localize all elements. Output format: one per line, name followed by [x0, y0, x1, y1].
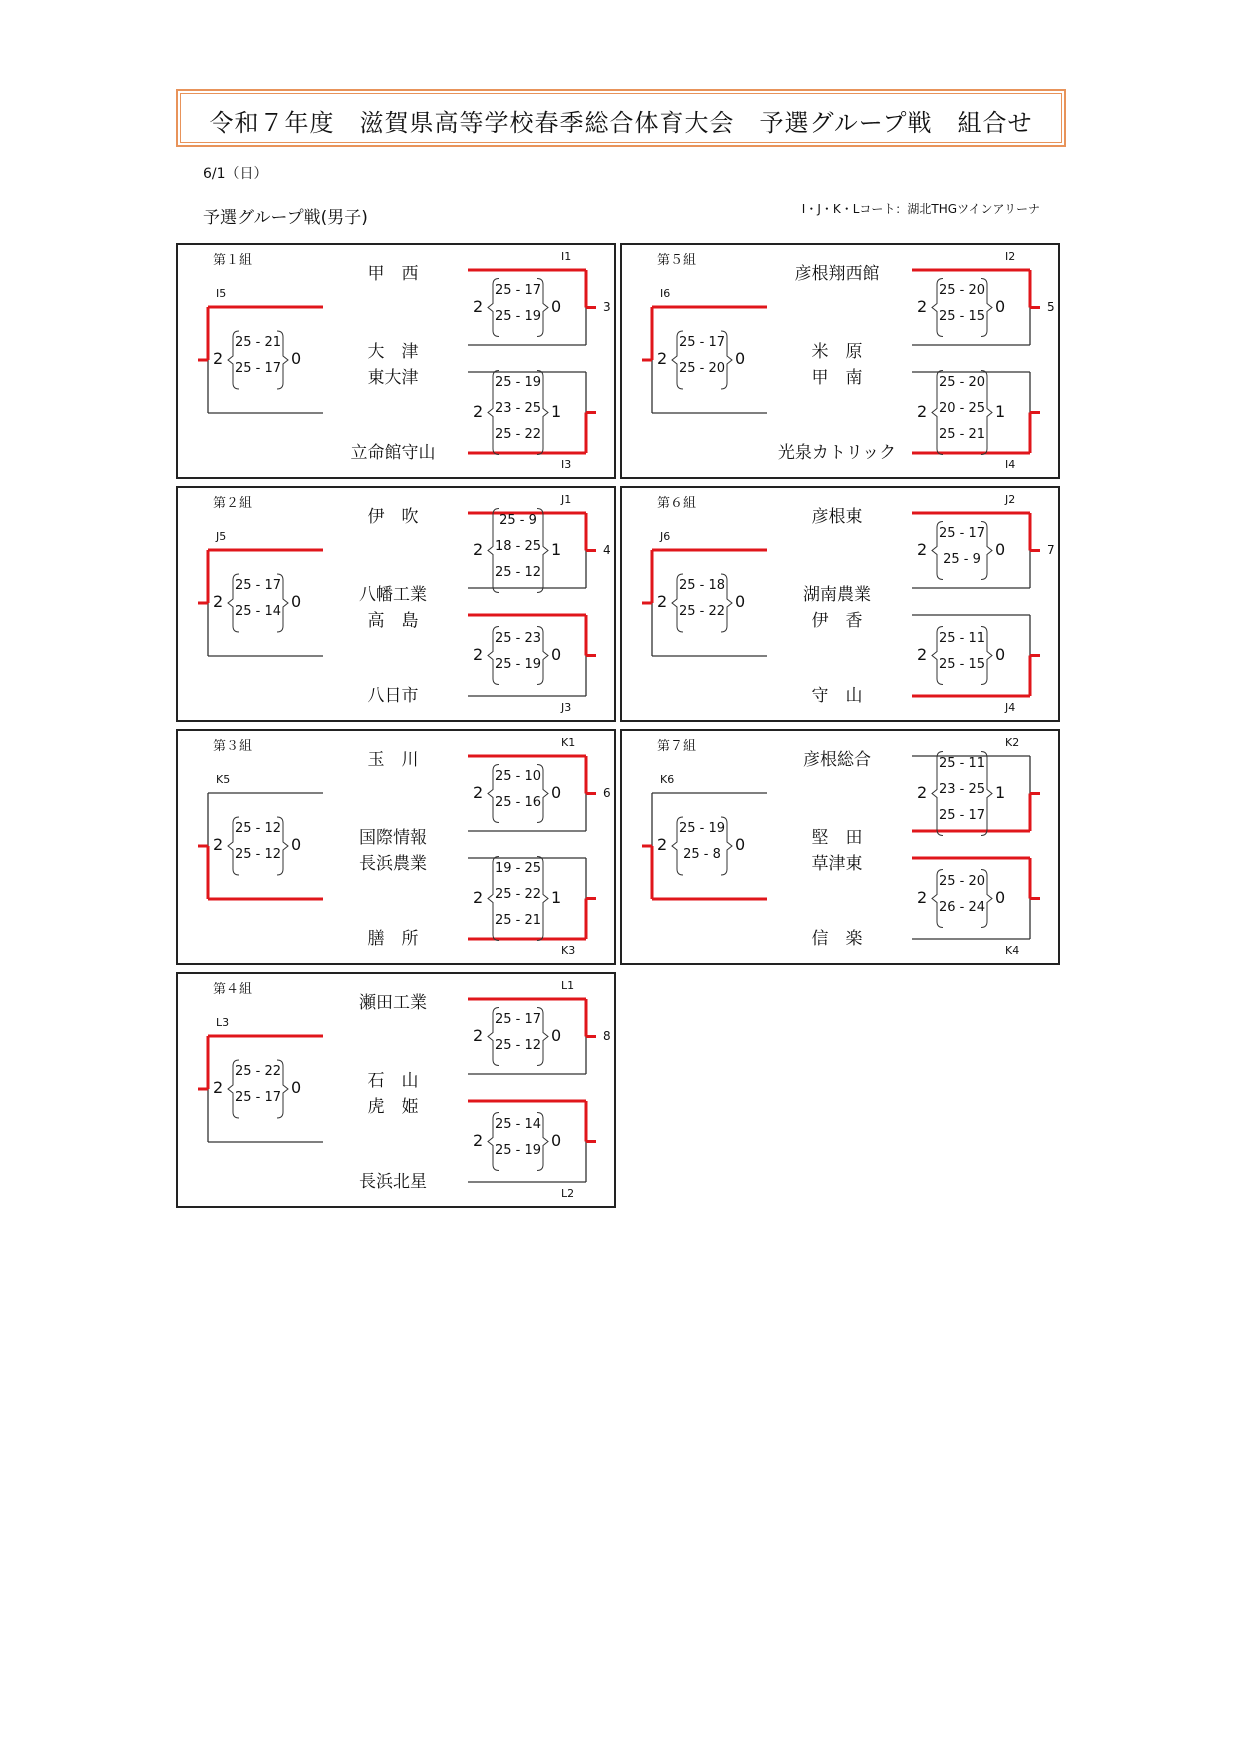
- group-label: 第１組: [213, 253, 253, 268]
- team-name: 光泉カトリック: [777, 443, 897, 463]
- team-name: 長浜農業: [359, 854, 427, 874]
- match-code: L3: [216, 1016, 230, 1029]
- team-name: 石 山: [367, 1071, 419, 1091]
- match-code: L2: [561, 1187, 575, 1200]
- upper-match-set-score: 25 - 17: [938, 807, 986, 823]
- team-name: 彦根東: [811, 507, 863, 527]
- match-code: K3: [561, 944, 576, 957]
- lower-match-set-score: 25 - 21: [938, 426, 986, 442]
- team-name: 虎 姫: [367, 1097, 419, 1117]
- upper-match-wins: 2: [917, 539, 928, 559]
- lower-match-set-score: 25 - 23: [494, 630, 542, 646]
- upper-match-wins: 2: [917, 296, 928, 316]
- team-name: 東大津: [367, 368, 419, 388]
- upper-match-set-score: 25 - 9: [499, 512, 537, 528]
- upper-match-losses: 0: [551, 1025, 562, 1045]
- team-name: 米 原: [811, 342, 863, 362]
- final-match-wins: 2: [657, 835, 668, 854]
- upper-match-set-score: 23 - 25: [938, 781, 986, 797]
- final-match-wins: 2: [213, 349, 224, 368]
- lower-match-losses: 1: [995, 401, 1006, 421]
- final-match-set-score: 25 - 17: [234, 1090, 282, 1105]
- upper-match-set-score: 25 - 17: [938, 525, 986, 541]
- lower-match-wins: 2: [917, 644, 928, 664]
- final-match-wins: 2: [213, 1078, 224, 1097]
- team-name: 高 島: [367, 611, 419, 631]
- court-info: I・J・K・Lコート：湖北THGツインアリーナ: [801, 202, 1040, 216]
- match-code: J6: [660, 530, 671, 543]
- lower-match-losses: 0: [995, 644, 1006, 664]
- upper-match-wins: 2: [473, 296, 484, 316]
- final-match-set-score: 25 - 17: [234, 361, 282, 376]
- section-heading: 予選グループ戦(男子): [203, 208, 368, 228]
- lower-match-losses: 0: [995, 887, 1006, 907]
- upper-match-losses: 0: [551, 782, 562, 802]
- upper-match-set-score: 18 - 25: [494, 538, 542, 554]
- match-code: I4: [1005, 458, 1016, 471]
- lower-match-losses: 1: [551, 401, 562, 421]
- final-match-set-score: 25 - 19: [678, 821, 726, 836]
- group-label: 第４組: [213, 982, 253, 997]
- upper-match-losses: 0: [995, 296, 1006, 316]
- match-code: K6: [660, 773, 675, 786]
- lower-match-set-score: 25 - 22: [494, 426, 542, 442]
- lower-match-wins: 2: [473, 401, 484, 421]
- match-code: K5: [216, 773, 231, 786]
- lower-match-set-score: 26 - 24: [938, 899, 986, 915]
- team-name: 玉 川: [367, 750, 419, 770]
- match-code: J3: [561, 701, 572, 714]
- match-code: L1: [561, 979, 575, 992]
- final-match-set-score: 25 - 8: [683, 847, 721, 862]
- match-code: K4: [1005, 944, 1020, 957]
- match-code: I1: [561, 250, 572, 263]
- upper-match-set-score: 25 - 17: [494, 282, 542, 298]
- final-match-set-score: 25 - 21: [234, 335, 282, 350]
- upper-match-wins: 2: [473, 1025, 484, 1045]
- title-box: [176, 89, 1066, 147]
- match-code: I3: [561, 458, 572, 471]
- lower-match-set-score: 25 - 15: [938, 656, 986, 672]
- lower-match-set-score: 23 - 25: [494, 400, 542, 416]
- group-bracket: [176, 486, 616, 722]
- lower-match-wins: 2: [473, 1130, 484, 1150]
- group-label: 第５組: [657, 253, 697, 268]
- final-match-set-score: 25 - 17: [678, 335, 726, 350]
- lower-match-losses: 0: [551, 1130, 562, 1150]
- lower-match-set-score: 25 - 19: [494, 374, 542, 390]
- match-code: I5: [216, 287, 227, 300]
- upper-match-losses: 1: [995, 782, 1006, 802]
- upper-match-set-score: 25 - 12: [494, 1037, 542, 1053]
- final-match-set-score: 25 - 12: [234, 821, 282, 836]
- team-name: 堅 田: [811, 828, 863, 848]
- match-code: I6: [660, 287, 671, 300]
- upper-match-set-score: 25 - 15: [938, 308, 986, 324]
- upper-match-set-score: 25 - 10: [494, 768, 542, 784]
- team-name: 大 津: [367, 342, 419, 362]
- final-match-set-score: 25 - 22: [234, 1064, 282, 1079]
- lower-match-set-score: 25 - 14: [494, 1116, 542, 1132]
- upper-match-losses: 1: [551, 539, 562, 559]
- match-number: 6: [603, 786, 611, 800]
- upper-match-wins: 2: [473, 782, 484, 802]
- upper-match-losses: 0: [551, 296, 562, 316]
- final-match-set-score: 25 - 22: [678, 604, 726, 619]
- lower-match-set-score: 25 - 19: [494, 656, 542, 672]
- upper-match-set-score: 25 - 9: [943, 551, 981, 567]
- match-code: K2: [1005, 736, 1020, 749]
- team-name: 膳 所: [367, 929, 419, 949]
- match-code: J4: [1005, 701, 1016, 714]
- final-match-losses: 0: [291, 349, 302, 368]
- final-match-wins: 2: [657, 592, 668, 611]
- lower-match-losses: 0: [551, 644, 562, 664]
- team-name: 甲 南: [811, 368, 863, 388]
- final-match-losses: 0: [291, 835, 302, 854]
- team-name: 信 楽: [811, 929, 863, 949]
- lower-match-set-score: 25 - 21: [494, 912, 542, 928]
- final-match-set-score: 25 - 17: [234, 578, 282, 593]
- page-title: 令和７年度 滋賀県高等学校春季総合体育大会 予選グループ戦 組合せ: [209, 109, 1033, 137]
- upper-match-losses: 0: [995, 539, 1006, 559]
- upper-match-set-score: 25 - 19: [494, 308, 542, 324]
- group-label: 第６組: [657, 496, 697, 511]
- group-bracket: [620, 243, 1060, 479]
- team-name: 国際情報: [359, 828, 427, 848]
- team-name: 八幡工業: [359, 585, 427, 605]
- match-number: 4: [603, 543, 611, 557]
- upper-match-wins: 2: [917, 782, 928, 802]
- match-code: I2: [1005, 250, 1016, 263]
- team-name: 甲 西: [367, 264, 419, 284]
- final-match-set-score: 25 - 14: [234, 604, 282, 619]
- lower-match-losses: 1: [551, 887, 562, 907]
- final-match-wins: 2: [213, 592, 224, 611]
- upper-match-set-score: 25 - 20: [938, 282, 986, 298]
- lower-match-wins: 2: [473, 644, 484, 664]
- group-bracket: [176, 972, 616, 1208]
- group-bracket: [176, 729, 616, 965]
- group-bracket: [620, 486, 1060, 722]
- match-code: J1: [561, 493, 572, 506]
- final-match-losses: 0: [735, 835, 746, 854]
- final-match-losses: 0: [735, 349, 746, 368]
- lower-match-set-score: 20 - 25: [938, 400, 986, 416]
- team-name: 彦根総合: [803, 750, 871, 770]
- lower-match-set-score: 25 - 22: [494, 886, 542, 902]
- lower-match-set-score: 25 - 20: [938, 374, 986, 390]
- upper-match-wins: 2: [473, 539, 484, 559]
- team-name: 八日市: [367, 686, 419, 706]
- match-number: 7: [1047, 543, 1055, 557]
- final-match-losses: 0: [291, 1078, 302, 1097]
- upper-match-set-score: 25 - 17: [494, 1011, 542, 1027]
- upper-match-set-score: 25 - 11: [938, 755, 986, 771]
- team-name: 守 山: [811, 686, 863, 706]
- lower-match-set-score: 19 - 25: [494, 860, 542, 876]
- match-code: J5: [216, 530, 227, 543]
- final-match-wins: 2: [657, 349, 668, 368]
- event-date: 6/1（日）: [203, 166, 268, 182]
- final-match-set-score: 25 - 18: [678, 578, 726, 593]
- team-name: 彦根翔西館: [794, 264, 880, 284]
- match-number: 3: [603, 300, 611, 314]
- final-match-set-score: 25 - 12: [234, 847, 282, 862]
- match-number: 5: [1047, 300, 1055, 314]
- lower-match-wins: 2: [917, 401, 928, 421]
- final-match-wins: 2: [213, 835, 224, 854]
- team-name: 立命館守山: [350, 443, 436, 463]
- match-number: 8: [603, 1029, 611, 1043]
- lower-match-wins: 2: [917, 887, 928, 907]
- final-match-losses: 0: [735, 592, 746, 611]
- team-name: 伊 香: [811, 611, 863, 631]
- group-label: 第３組: [213, 739, 253, 754]
- final-match-losses: 0: [291, 592, 302, 611]
- team-name: 草津東: [811, 854, 863, 874]
- upper-match-set-score: 25 - 12: [494, 564, 542, 580]
- group-label: 第７組: [657, 739, 697, 754]
- lower-match-set-score: 25 - 11: [938, 630, 986, 646]
- group-bracket: [176, 243, 616, 479]
- match-code: K1: [561, 736, 576, 749]
- team-name: 湖南農業: [803, 585, 871, 605]
- team-name: 伊 吹: [367, 507, 419, 527]
- lower-match-set-score: 25 - 19: [494, 1142, 542, 1158]
- final-match-set-score: 25 - 20: [678, 361, 726, 376]
- team-name: 長浜北星: [359, 1172, 427, 1192]
- lower-match-wins: 2: [473, 887, 484, 907]
- upper-match-set-score: 25 - 16: [494, 794, 542, 810]
- match-code: J2: [1005, 493, 1016, 506]
- team-name: 瀬田工業: [359, 993, 427, 1013]
- lower-match-set-score: 25 - 20: [938, 873, 986, 889]
- group-label: 第２組: [213, 496, 253, 511]
- group-bracket: [620, 729, 1060, 965]
